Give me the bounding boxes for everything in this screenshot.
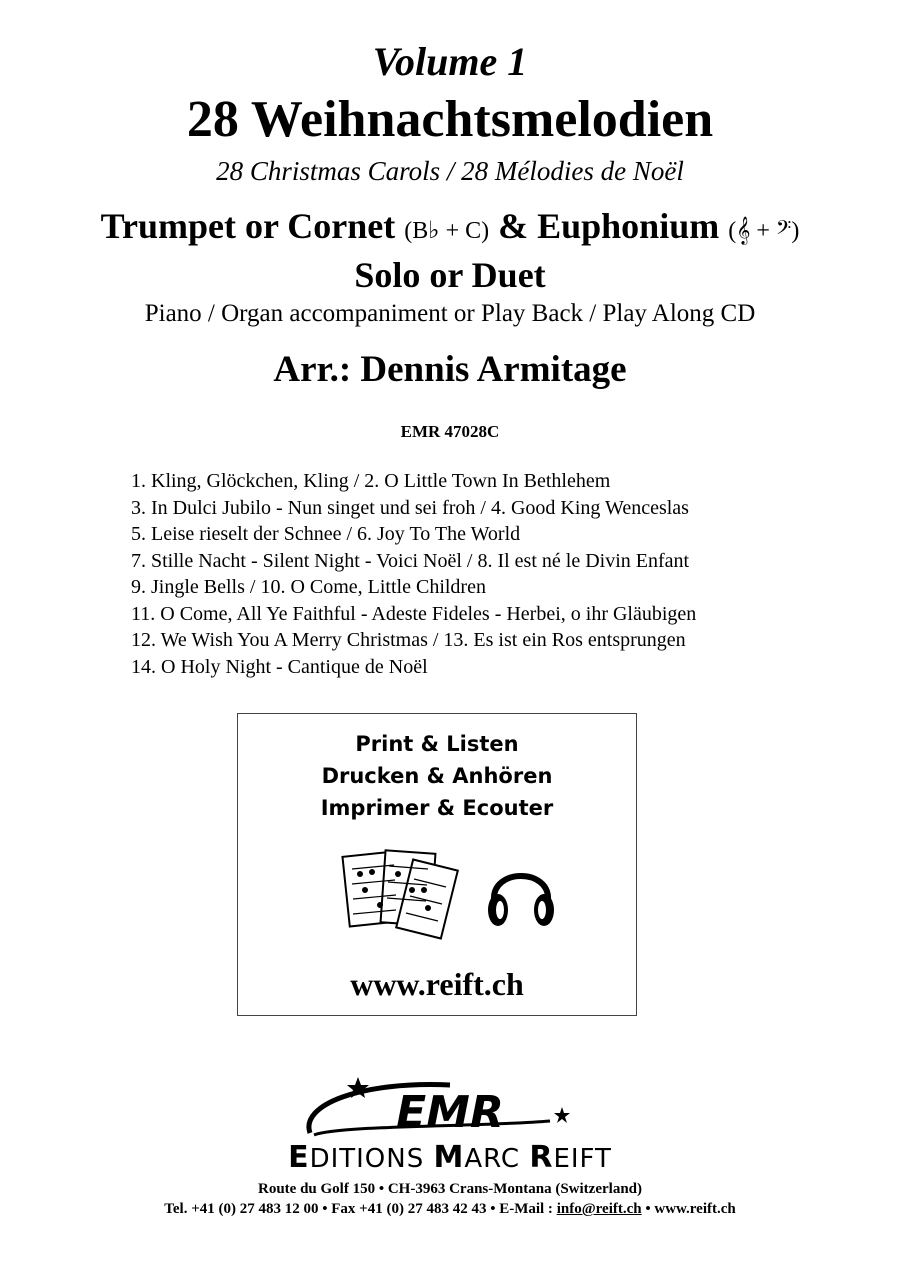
format-label: Solo or Duet [354, 255, 546, 295]
contact-web: • www.reift.ch [641, 1201, 736, 1217]
trumpet-keys: (B♭ + C) [404, 218, 490, 244]
song-list-item: 1. Kling, Glöckchen, Kling / 2. O Little Town In Bethlehem [131, 470, 611, 492]
brand-initial-r: R [529, 1140, 554, 1175]
volume-label: Volume 1 [372, 39, 528, 84]
box-line-en: Print & Listen [355, 732, 519, 756]
song-list-item: 3. In Dulci Jubilo - Nun singet und sei froh / 4. Good King Wenceslas [131, 496, 689, 519]
print-listen-box [237, 713, 637, 1016]
publisher-address: Route du Golf 150 • CH-3963 Crans-Montana (Switzerland) [258, 1181, 642, 1197]
box-line-fr: Imprimer & Ecouter [320, 796, 554, 820]
brand-word-marc: ARC [464, 1144, 530, 1174]
page-title: 28 Weihnachtsmelodien [186, 91, 714, 148]
euphonium-clefs: (𝄞 + 𝄢) [728, 218, 800, 244]
brand-word-editions: DITIONS [309, 1144, 434, 1174]
catalog-code: EMR 47028C [400, 422, 500, 441]
instrument-trumpet: Trumpet or Cornet [100, 206, 396, 246]
brand-initial-e: E [288, 1140, 310, 1175]
song-list-item: 14. O Holy Night - Cantique de Noël [131, 655, 428, 678]
song-list [131, 468, 696, 680]
logo-text: EMR [396, 1087, 504, 1138]
song-list-item: 5. Leise rieselt der Schnee / 6. Joy To The World [131, 523, 521, 545]
instrument-euphonium: Euphonium [537, 206, 720, 246]
accompaniment-line: Piano / Organ accompaniment or Play Back / Play Along CD [144, 300, 756, 327]
song-list-item: 9. Jingle Bells / 10. O Come, Little Children [131, 576, 486, 598]
brand-initial-m: M [433, 1140, 465, 1175]
headphones-icon [484, 854, 558, 934]
instrumentation [0, 204, 900, 297]
song-list-item: 11. O Come, All Ye Faithful - Adeste Fideles - Herbei, o ihr Gläubigen [131, 602, 697, 625]
arranger: Arr.: Dennis Armitage [273, 349, 627, 390]
box-line-de: Drucken & Anhören [321, 764, 553, 788]
sheet-music-icon [338, 844, 468, 944]
publisher-name [0, 1140, 900, 1175]
contact-phone-fax: Tel. +41 (0) 27 483 12 00 • Fax +41 (0) 27 483 42 43 • E-Mail : [164, 1201, 557, 1217]
subtitle: 28 Christmas Carols / 28 Mélodies de Noël [216, 156, 684, 186]
website-url[interactable]: www.reift.ch [350, 966, 524, 1002]
song-list-item: 7. Stille Nacht - Silent Night - Voici Noël / 8. Il est né le Divin Enfant [131, 549, 690, 572]
emr-logo [300, 1075, 580, 1141]
brand-word-reift: EIFT [553, 1144, 612, 1174]
instrument-joiner: & [498, 206, 529, 246]
publisher-contact [0, 1201, 900, 1218]
email-link[interactable]: info@reift.ch [556, 1201, 642, 1217]
song-list-item: 12. We Wish You A Merry Christmas / 13. Es ist ein Ros entsprungen [131, 629, 686, 651]
